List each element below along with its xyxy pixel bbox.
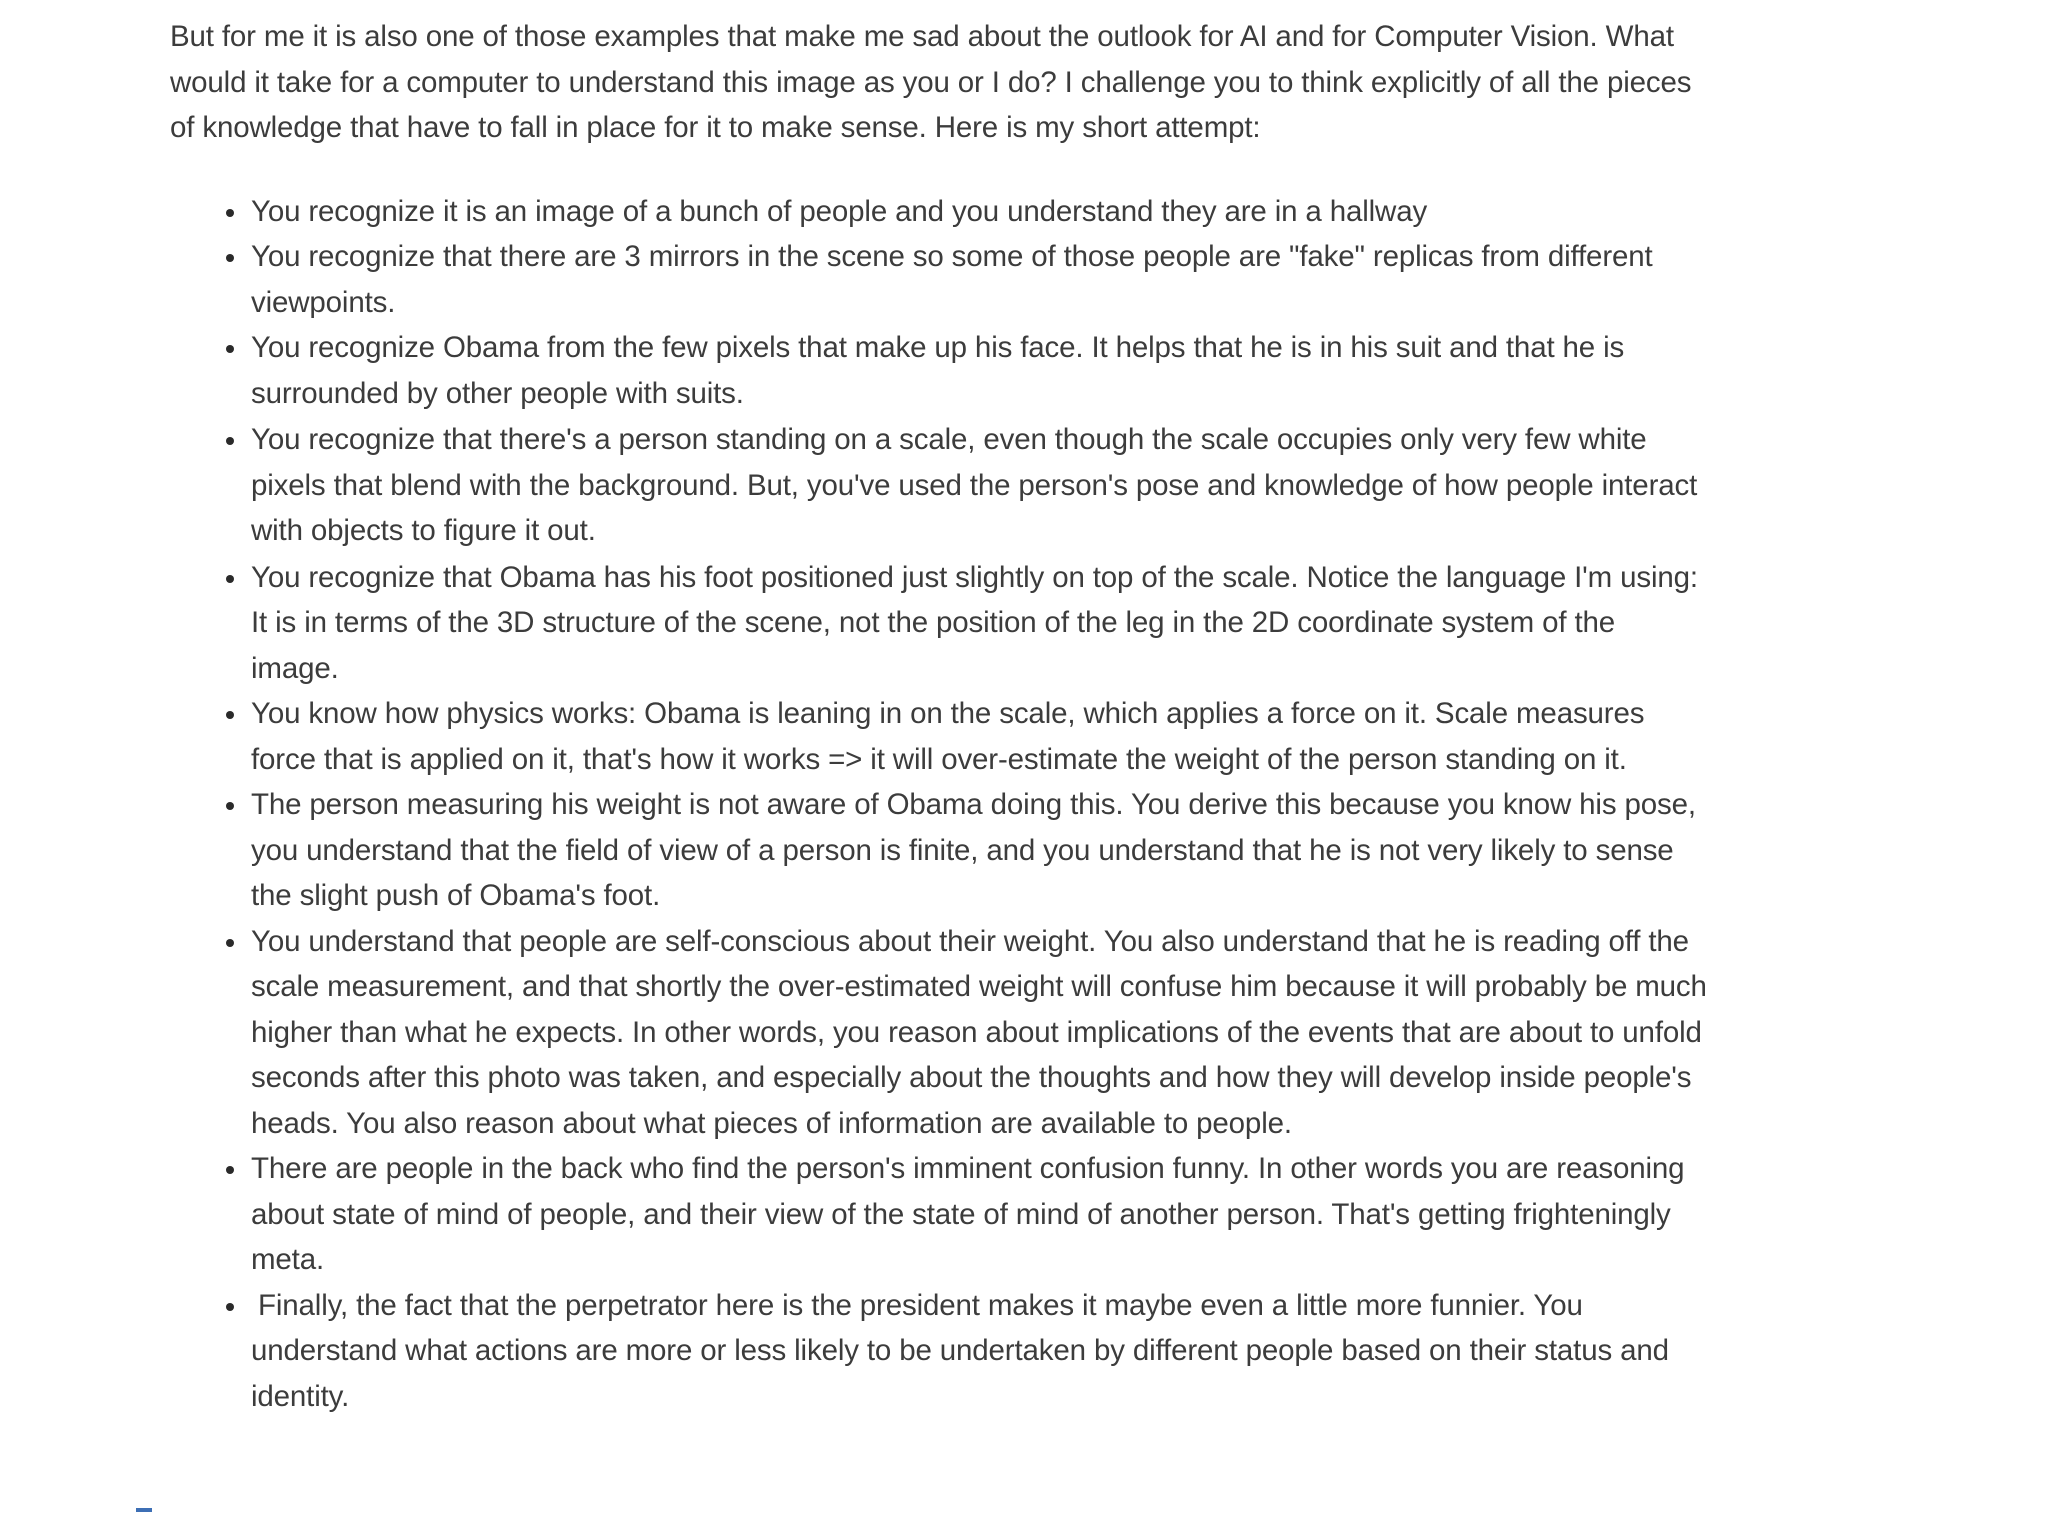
list-item [170,1283,1710,1420]
list-item-text: The person measuring his weight is not aware of Obama doing this. You derive this because you know his pose, you understand that the field of view of a person is finite, and you understand that he is not very likely to sense the slight push of Obama's foot. [251,788,1696,912]
list-item-text: You recognize that Obama has his foot positioned just slightly on top of the scale. Notice the language I'm using: It is in terms of the 3D structure of the scene, not the position of the leg in the 2D coordinate system of the image. [251,560,1698,685]
list-item [170,189,1710,235]
intro-paragraph: But for me it is also one of those examples that make me sad about the outlook for AI and for Computer Vision. What would it take for a computer to understand this image as you or I do? I challenge you to think explicitly of all the pieces of knowledge that have to fall in place for it to make sense. Here is my short attempt: [170,20,1692,144]
list-item [170,782,1710,919]
list-item-text: You understand that people are self-conscious about their weight. You also understand that he is reading off the scale measurement, and that shortly the over-estimated weight will confuse him because it will probably be much higher than what he expects. In other words, you reason about implications of the events that are about to unfold seconds after this photo was taken, and especially about the thoughts and how they will develop inside people's heads. You also reason about what pieces of information are available to people. [251,924,1707,1140]
list-item-text: You recognize that there's a person standing on a scale, even though the scale occupies only very few white pixels that blend with the background. But, you've used the person's pose and knowledge of how people interact with objects to figure it out. [251,423,1698,547]
selection-marker [136,1508,152,1512]
list-item [170,325,1710,416]
list-item-text: You recognize it is an image of a bunch of people and you understand they are in a hallway [251,194,1428,228]
list-item [170,1146,1710,1283]
list-item-text: You know how physics works: Obama is leaning in on the scale, which applies a force on it. Scale measures force that is applied on it, that's how it works => it will over-estimate the weight of the person standing on it. [251,697,1645,776]
list-item [170,919,1710,1147]
list-item [170,417,1710,554]
list-item [170,555,1710,692]
list-item-text: There are people in the back who find the person's imminent confusion funny. In other words you are reasoning about state of mind of people, and their view of the state of mind of another person. That's getting frighteningly meta. [251,1152,1685,1276]
list-item-text: Finally, the fact that the perpetrator here is the president makes it maybe even a little more funnier. You understand what actions are more or less likely to be undertaken by different people based on their status and identity. [251,1288,1669,1413]
list-item-text: You recognize Obama from the few pixels that make up his face. It helps that he is in his suit and that he is surrounded by other people with suits. [251,331,1625,410]
list-item-text: You recognize that there are 3 mirrors in the scene so some of those people are "fake" replicas from different viewpoints. [251,240,1653,319]
knowledge-list [170,189,1710,1420]
list-item [170,234,1710,325]
article-body [170,14,1710,1419]
list-item [170,691,1710,782]
